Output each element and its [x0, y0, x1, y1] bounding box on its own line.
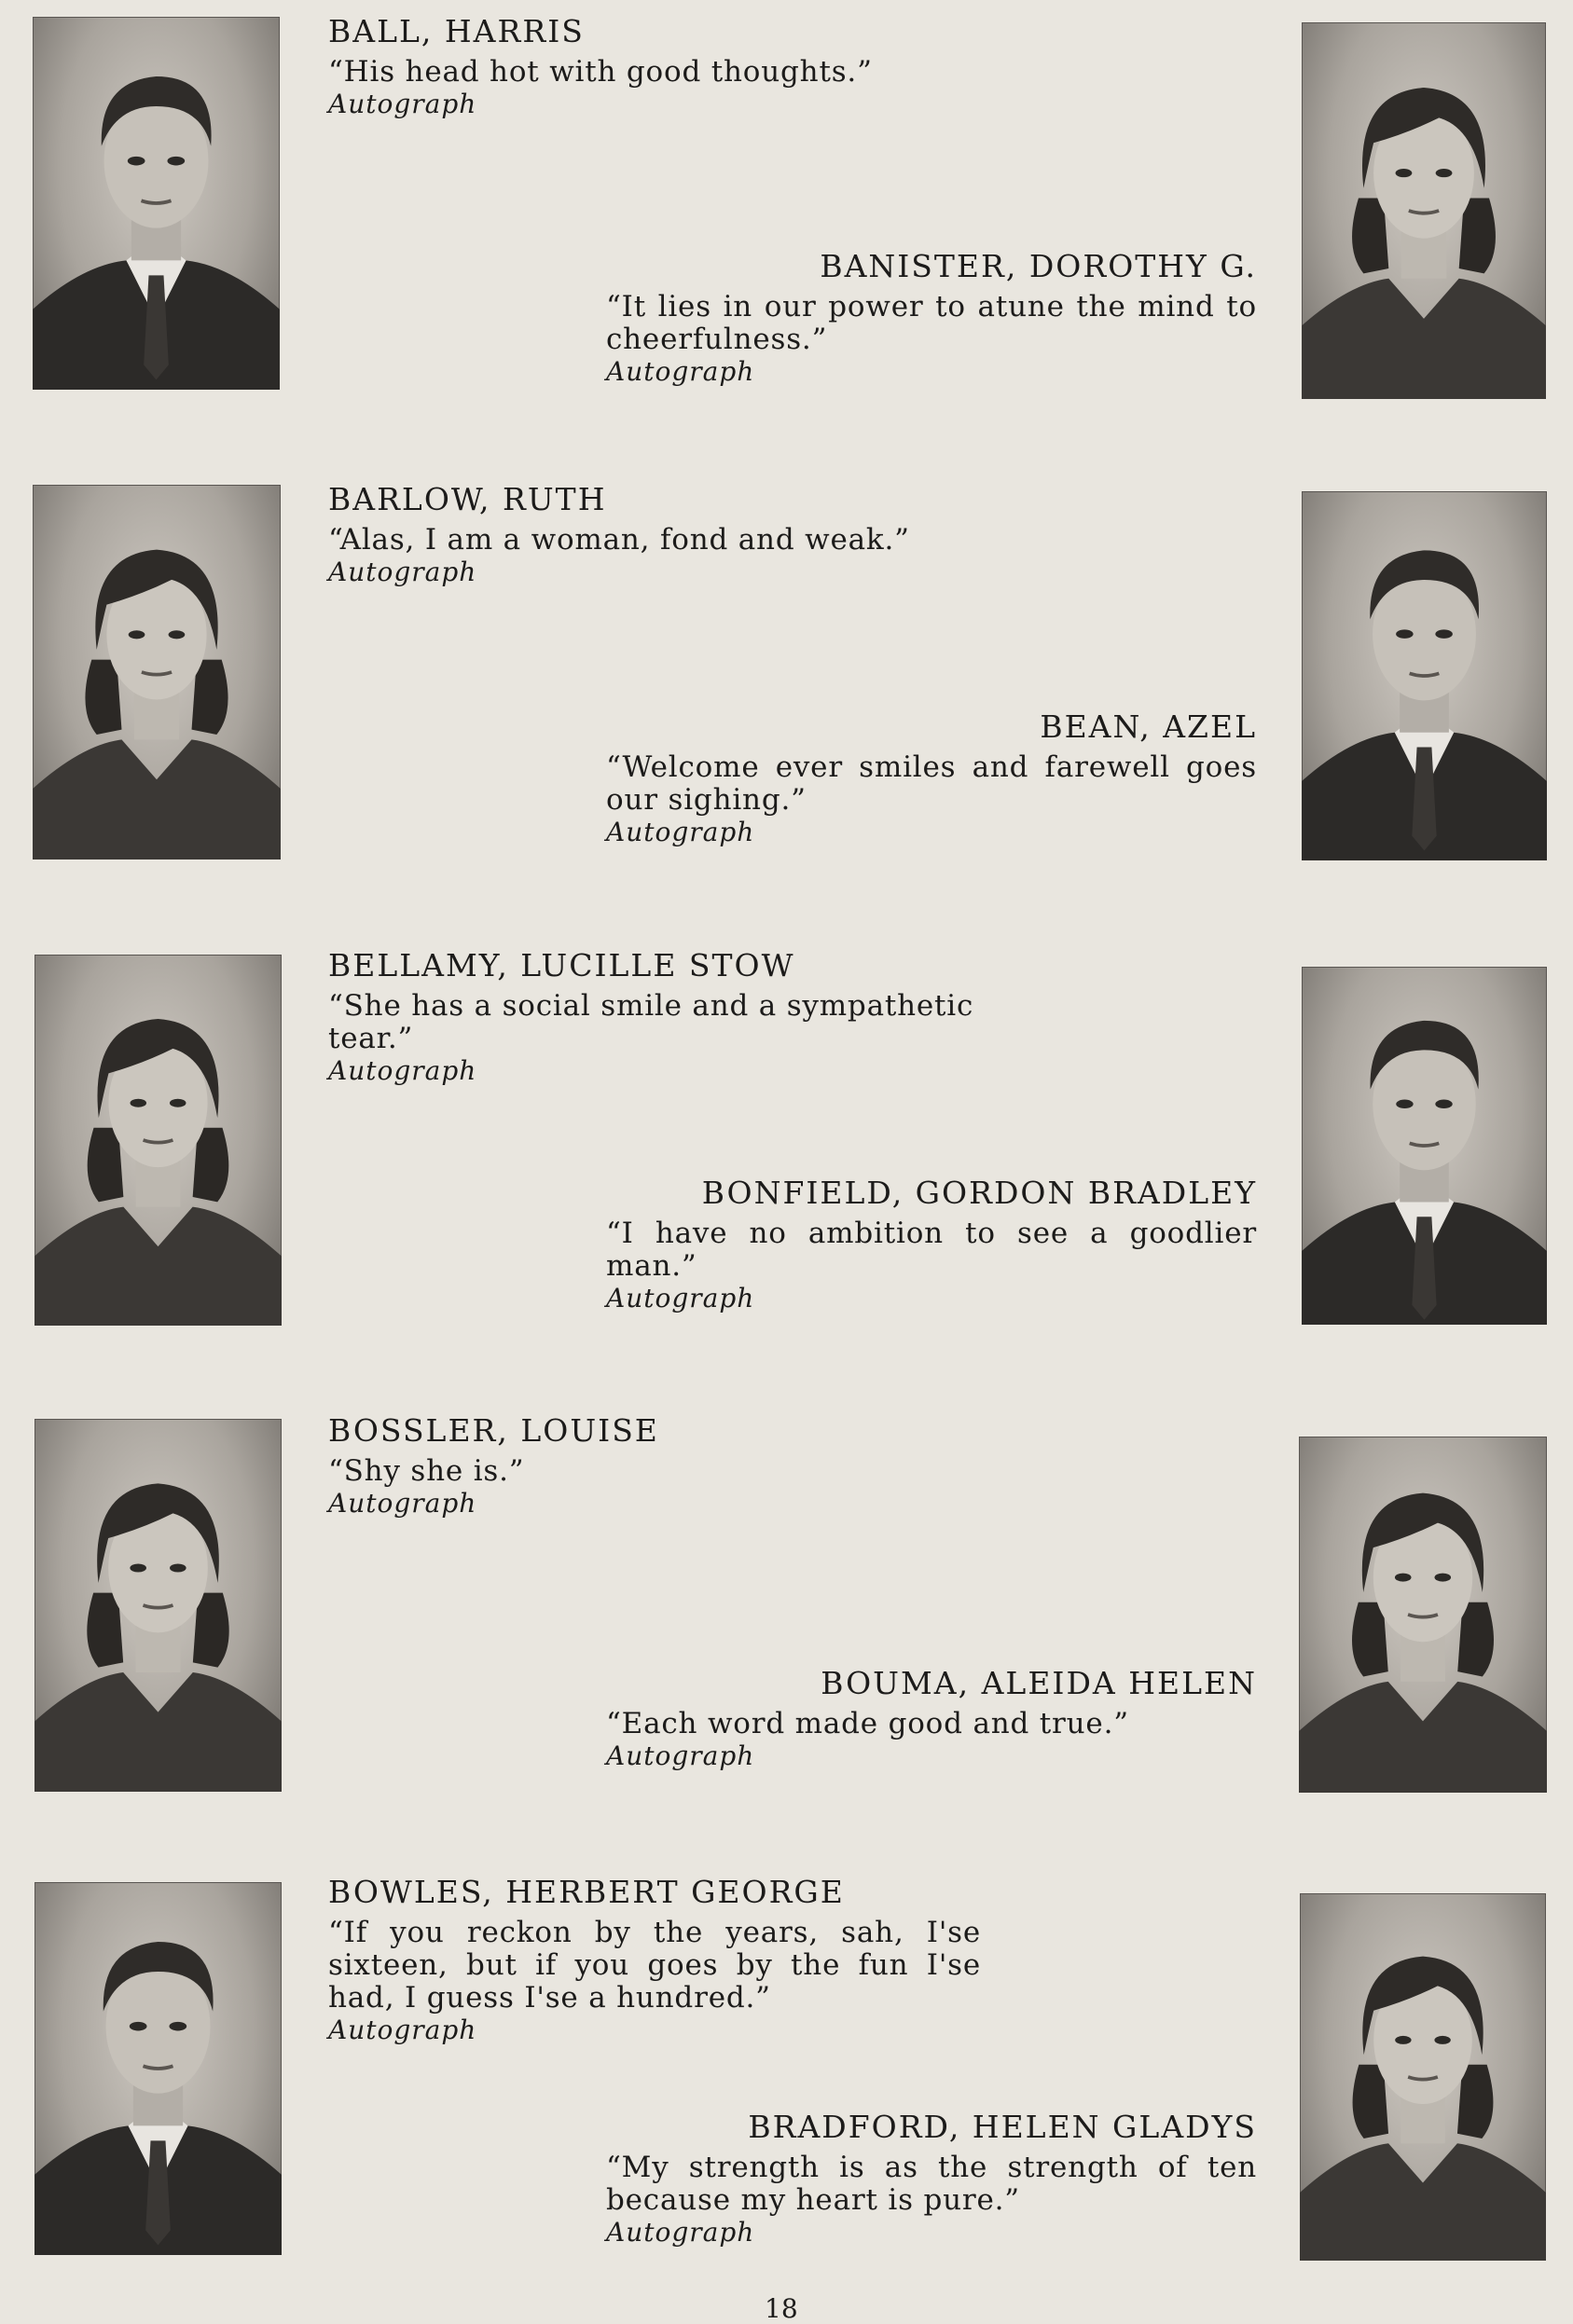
autograph-label: Autograph — [606, 356, 755, 387]
student-name: BALL, HARRIS — [328, 13, 585, 49]
student-quote: “I have no ambition to see a goodlier man.” — [606, 1217, 1257, 1283]
student-name: BONFIELD, GORDON BRADLEY — [701, 1175, 1257, 1211]
portrait-photo-banister — [1302, 22, 1546, 399]
autograph-label: Autograph — [606, 2217, 755, 2248]
senior-entry-bellamy — [328, 947, 986, 1087]
senior-entry-bean — [606, 708, 1257, 848]
portrait-photo-bellamy — [34, 955, 282, 1326]
student-name: BOWLES, HERBERT GEORGE — [328, 1874, 845, 1910]
portrait-photo-bouma — [1299, 1437, 1547, 1793]
senior-entry-bradford — [606, 2109, 1257, 2248]
student-name: BEAN, AZEL — [1040, 708, 1257, 745]
portrait-photo-bowles — [34, 1882, 282, 2255]
student-quote: “She has a social smile and a sympathetic tear.” — [328, 989, 974, 1055]
autograph-label: Autograph — [328, 89, 477, 119]
page-number: 18 — [765, 2293, 798, 2324]
portrait-photo-ball — [33, 17, 280, 390]
student-quote: “It lies in our power to atune the mind to cheerfulness.” — [606, 290, 1257, 356]
autograph-label: Autograph — [328, 1488, 477, 1519]
student-quote: “If you reckon by the years, sah, I'se sixteen, but if you goes by the fun I'se had, I guess I'se a hundred.” — [328, 1916, 981, 2015]
student-quote: “My strength is as the strength of ten because my heart is pure.” — [606, 2151, 1257, 2217]
student-quote: “Each word made good and true.” — [606, 1707, 1129, 1740]
senior-entry-bossler — [328, 1412, 1000, 1520]
autograph-label: Autograph — [328, 557, 477, 587]
student-name: BOSSLER, LOUISE — [328, 1412, 659, 1449]
autograph-label: Autograph — [606, 1740, 755, 1771]
student-name: BRADFORD, HELEN GLADYS — [748, 2109, 1257, 2145]
student-quote: “Welcome ever smiles and farewell goes our sighing.” — [606, 750, 1257, 817]
senior-entry-bouma — [606, 1665, 1257, 1772]
senior-entry-barlow — [328, 481, 1000, 588]
student-name: BANISTER, DOROTHY G. — [820, 248, 1257, 284]
autograph-label: Autograph — [606, 1283, 755, 1313]
senior-entry-bonfield — [606, 1175, 1257, 1314]
autograph-label: Autograph — [328, 1055, 477, 1086]
student-quote: “Shy she is.” — [328, 1454, 525, 1488]
student-name: BELLAMY, LUCILLE STOW — [328, 947, 795, 983]
student-name: BOUMA, ALEIDA HELEN — [821, 1665, 1257, 1701]
portrait-photo-bonfield — [1302, 967, 1547, 1325]
portrait-photo-bean — [1302, 491, 1547, 860]
student-quote: “Alas, I am a woman, fond and weak.” — [328, 523, 910, 557]
autograph-label: Autograph — [328, 2015, 477, 2045]
senior-entry-bowles — [328, 1874, 981, 2046]
student-quote: “His head hot with good thoughts.” — [328, 55, 873, 89]
student-name: BARLOW, RUTH — [328, 481, 607, 517]
portrait-photo-barlow — [33, 485, 281, 859]
senior-entry-ball — [328, 13, 1000, 120]
senior-entry-banister — [606, 248, 1257, 388]
portrait-photo-bossler — [34, 1419, 282, 1792]
autograph-label: Autograph — [606, 817, 755, 847]
portrait-photo-bradford — [1300, 1893, 1546, 2261]
